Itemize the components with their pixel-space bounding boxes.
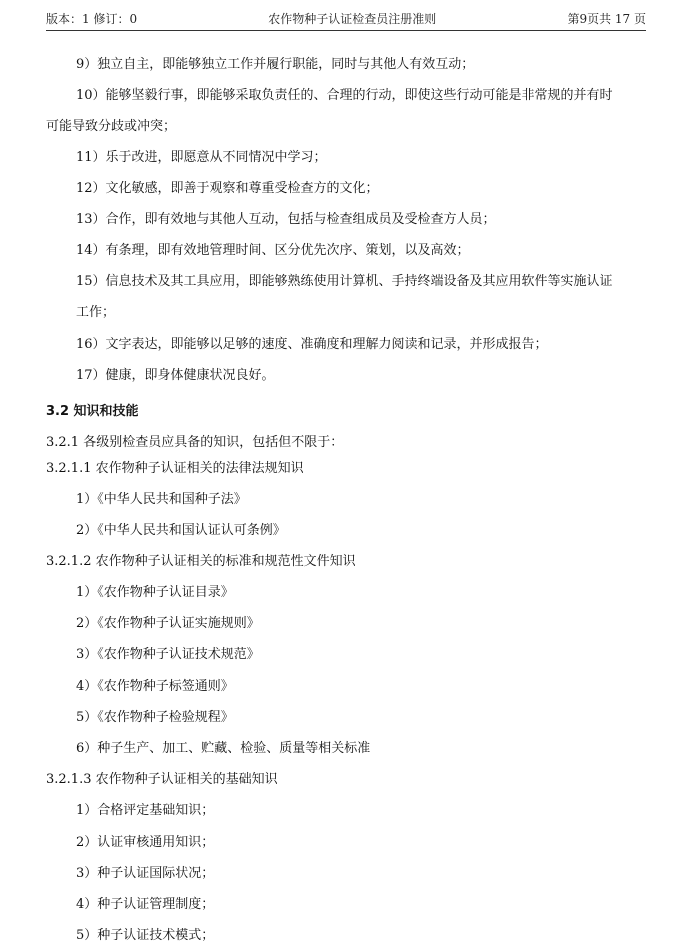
list-item: 2）《农作物种子认证实施规则》 <box>76 616 260 631</box>
subsection-title: 3.2.1 各级别检查员应具备的知识，包括但不限于： <box>46 435 344 450</box>
list-item: 4）《农作物种子标签通则》 <box>76 679 234 694</box>
list-item-continuation: 工作； <box>76 305 116 320</box>
list-item: 13）合作，即有效地与其他人互动，包括与检查组成员及受检查方人员； <box>76 212 496 227</box>
list-item: 3）种子认证国际状况； <box>76 866 215 881</box>
section-heading: 3.2 知识和技能 <box>46 404 139 419</box>
list-item: 6）种子生产、加工、贮藏、检验、质量等相关标准 <box>76 741 371 756</box>
list-item: 1）《中华人民共和国种子法》 <box>76 492 247 507</box>
list-item: 12）文化敏感，即善于观察和尊重受检查方的文化； <box>76 181 379 196</box>
document-title: 农作物种子认证检查员注册准则 <box>268 11 437 26</box>
list-item: 5）《农作物种子检验规程》 <box>76 710 234 725</box>
list-item: 1）合格评定基础知识； <box>76 803 215 818</box>
subsection-title: 3.2.1.1 农作物种子认证相关的法律法规知识 <box>46 461 304 476</box>
list-item-continuation: 可能导致分歧或冲突； <box>46 119 177 134</box>
list-item: 14）有条理，即有效地管理时间、区分优先次序、策划，以及高效； <box>76 243 470 258</box>
list-item: 1）《农作物种子认证目录》 <box>76 585 234 600</box>
version-info: 版本：1 修订：0 <box>46 11 138 26</box>
list-item: 5）种子认证技术模式； <box>76 928 215 943</box>
page-header <box>46 8 646 28</box>
list-item: 2）认证审核通用知识； <box>76 835 215 850</box>
list-item: 16）文字表达，即能够以足够的速度、准确度和理解力阅读和记录，并形成报告； <box>76 337 548 352</box>
list-item: 2）《中华人民共和国认证认可条例》 <box>76 523 286 538</box>
list-item: 9）独立自主，即能够独立工作并履行职能，同时与其他人有效互动； <box>76 57 475 72</box>
list-item: 3）《农作物种子认证技术规范》 <box>76 647 260 662</box>
header-divider <box>46 30 646 31</box>
page-number: 第9页共 17 页 <box>567 11 646 26</box>
list-item: 15）信息技术及其工具应用，即能够熟练使用计算机、手持终端设备及其应用软件等实施认证 <box>76 274 613 289</box>
list-item: 4）种子认证管理制度； <box>76 897 215 912</box>
list-item: 17）健康，即身体健康状况良好。 <box>76 368 275 383</box>
list-item: 11）乐于改进，即愿意从不同情况中学习； <box>76 150 327 165</box>
subsection-title: 3.2.1.2 农作物种子认证相关的标准和规范性文件知识 <box>46 554 356 569</box>
subsection-title: 3.2.1.3 农作物种子认证相关的基础知识 <box>46 772 278 787</box>
list-item: 10）能够坚毅行事，即能够采取负责任的、合理的行动，即使这些行动可能是非常规的并有时 <box>76 88 613 103</box>
